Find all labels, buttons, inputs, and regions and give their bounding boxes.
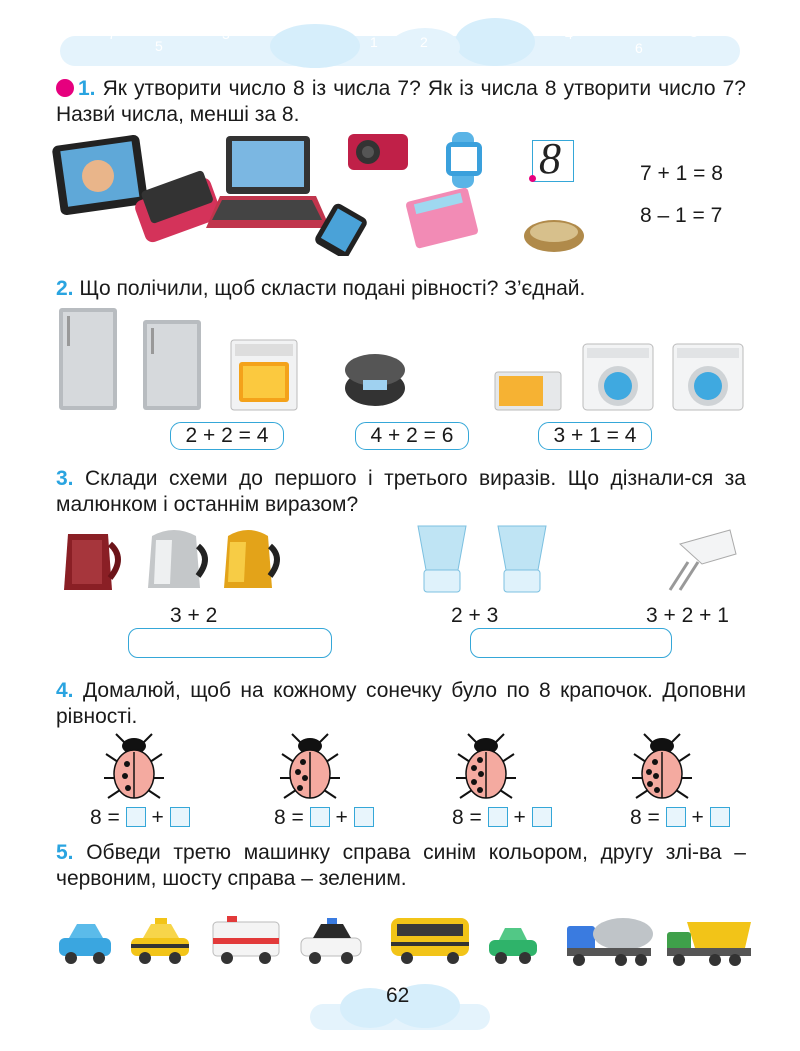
- equation-box[interactable]: 3 + 1 = 4: [538, 422, 652, 450]
- answer-square[interactable]: [666, 807, 686, 827]
- ladybug-icon: [632, 734, 692, 798]
- car-icon: [489, 928, 537, 964]
- digit-8-glyph: 8: [539, 134, 561, 183]
- task-number: 3.: [56, 467, 74, 490]
- concrete-mixer-icon: [567, 918, 653, 966]
- task-instruction: Склади схеми до першого і третього виразів. Що дізнали-ся за малюнком і останнім виразом?: [56, 467, 746, 516]
- multicooker-icon: [345, 354, 405, 406]
- task-number: 4.: [56, 679, 74, 702]
- answer-square[interactable]: [170, 807, 190, 827]
- start-dot-icon: [529, 175, 536, 182]
- slider-phone-icon: [133, 170, 223, 245]
- tablet-icon: [52, 134, 149, 216]
- digit-8-writing-box: [532, 134, 574, 183]
- kettle-icon: [224, 530, 277, 588]
- netbook-icon: [206, 136, 330, 228]
- task-instruction: Обведи третю машинку справа синім кольором, другу злі-ва – червоним, шосту справа – зеленим.: [56, 841, 746, 890]
- blender-icon: [418, 526, 466, 592]
- calculator-icon: [405, 187, 479, 249]
- ladybug-equation: 8 = +: [452, 806, 552, 830]
- task-2-text: [56, 276, 746, 302]
- answer-square[interactable]: [310, 807, 330, 827]
- task-number: 2.: [56, 277, 74, 300]
- scheme-answer-box[interactable]: [128, 628, 332, 658]
- answer-square[interactable]: [354, 807, 374, 827]
- kettle-icon: [148, 530, 205, 588]
- task-instruction: Як утворити число 8 із числа 7? Як із числа 8 утворити число 7? Назви́ числа, менші за 8.: [56, 77, 746, 126]
- task-1-text: [56, 76, 746, 128]
- refrigerator-icon: [59, 308, 117, 410]
- task-4-text: [56, 678, 746, 730]
- kettle-icon: [64, 534, 118, 590]
- task-instruction: Домалюй, щоб на кожному сонечку було по 8 крапочок. Доповни рівності.: [56, 679, 746, 728]
- gadgets-illustration: [50, 132, 610, 256]
- answer-square[interactable]: [710, 807, 730, 827]
- ladybug-equation: 8 = +: [630, 806, 730, 830]
- expression-1: 3 + 2: [170, 604, 218, 627]
- answer-square[interactable]: [532, 807, 552, 827]
- ladybug-icon: [104, 734, 164, 798]
- smartwatch-icon: [446, 132, 482, 188]
- ladybug-icon: [280, 734, 340, 798]
- ladybug-equation: 8 = +: [274, 806, 374, 830]
- blenders-illustration: [412, 524, 742, 594]
- dump-truck-icon: [667, 922, 751, 966]
- answer-square[interactable]: [488, 807, 508, 827]
- police-car-icon: [301, 918, 361, 964]
- equation-box[interactable]: 4 + 2 = 6: [355, 422, 469, 450]
- answer-square[interactable]: [126, 807, 146, 827]
- bullet-icon: [56, 79, 74, 97]
- bus-icon: [391, 918, 469, 964]
- kettles-illustration: [60, 524, 290, 594]
- oven-icon: [231, 340, 297, 410]
- scheme-answer-box[interactable]: [470, 628, 672, 658]
- refrigerator-icon: [143, 320, 201, 410]
- equation-8-minus-1: 8 – 1 = 7: [640, 204, 723, 227]
- task-instruction: Що полічили, щоб скласти подані рівності? З’єднай.: [79, 277, 586, 300]
- ambulance-icon: [213, 916, 279, 964]
- mouse-icon: [524, 220, 584, 252]
- ladybug-equation: 8 = +: [90, 806, 190, 830]
- equation-7-plus-1: 7 + 1 = 8: [640, 162, 723, 185]
- washing-machine-icon: [673, 344, 743, 410]
- expression-3: 3 + 2 + 1: [646, 604, 729, 627]
- task-5-text: [56, 840, 746, 892]
- microwave-icon: [495, 372, 561, 410]
- task-number: 5.: [56, 841, 74, 864]
- page-number: 62: [386, 984, 410, 1007]
- hand-mixer-icon: [670, 530, 736, 590]
- car-icon: [59, 924, 111, 964]
- header-cloud-band: 7 5 3 1 0 2 4 6 8: [60, 18, 750, 68]
- task-number: 1.: [78, 77, 96, 100]
- camera-icon: [348, 134, 408, 170]
- expression-2: 2 + 3: [451, 604, 499, 627]
- blender-icon: [498, 526, 546, 592]
- cars-illustration: [55, 912, 755, 972]
- taxi-icon: [131, 918, 189, 964]
- task-3-text: [56, 466, 746, 518]
- equation-box[interactable]: 2 + 2 = 4: [170, 422, 284, 450]
- washing-machine-icon: [583, 344, 653, 410]
- appliances-illustration: [55, 306, 745, 412]
- ladybugs-illustration: [100, 732, 720, 802]
- ladybug-icon: [456, 734, 516, 798]
